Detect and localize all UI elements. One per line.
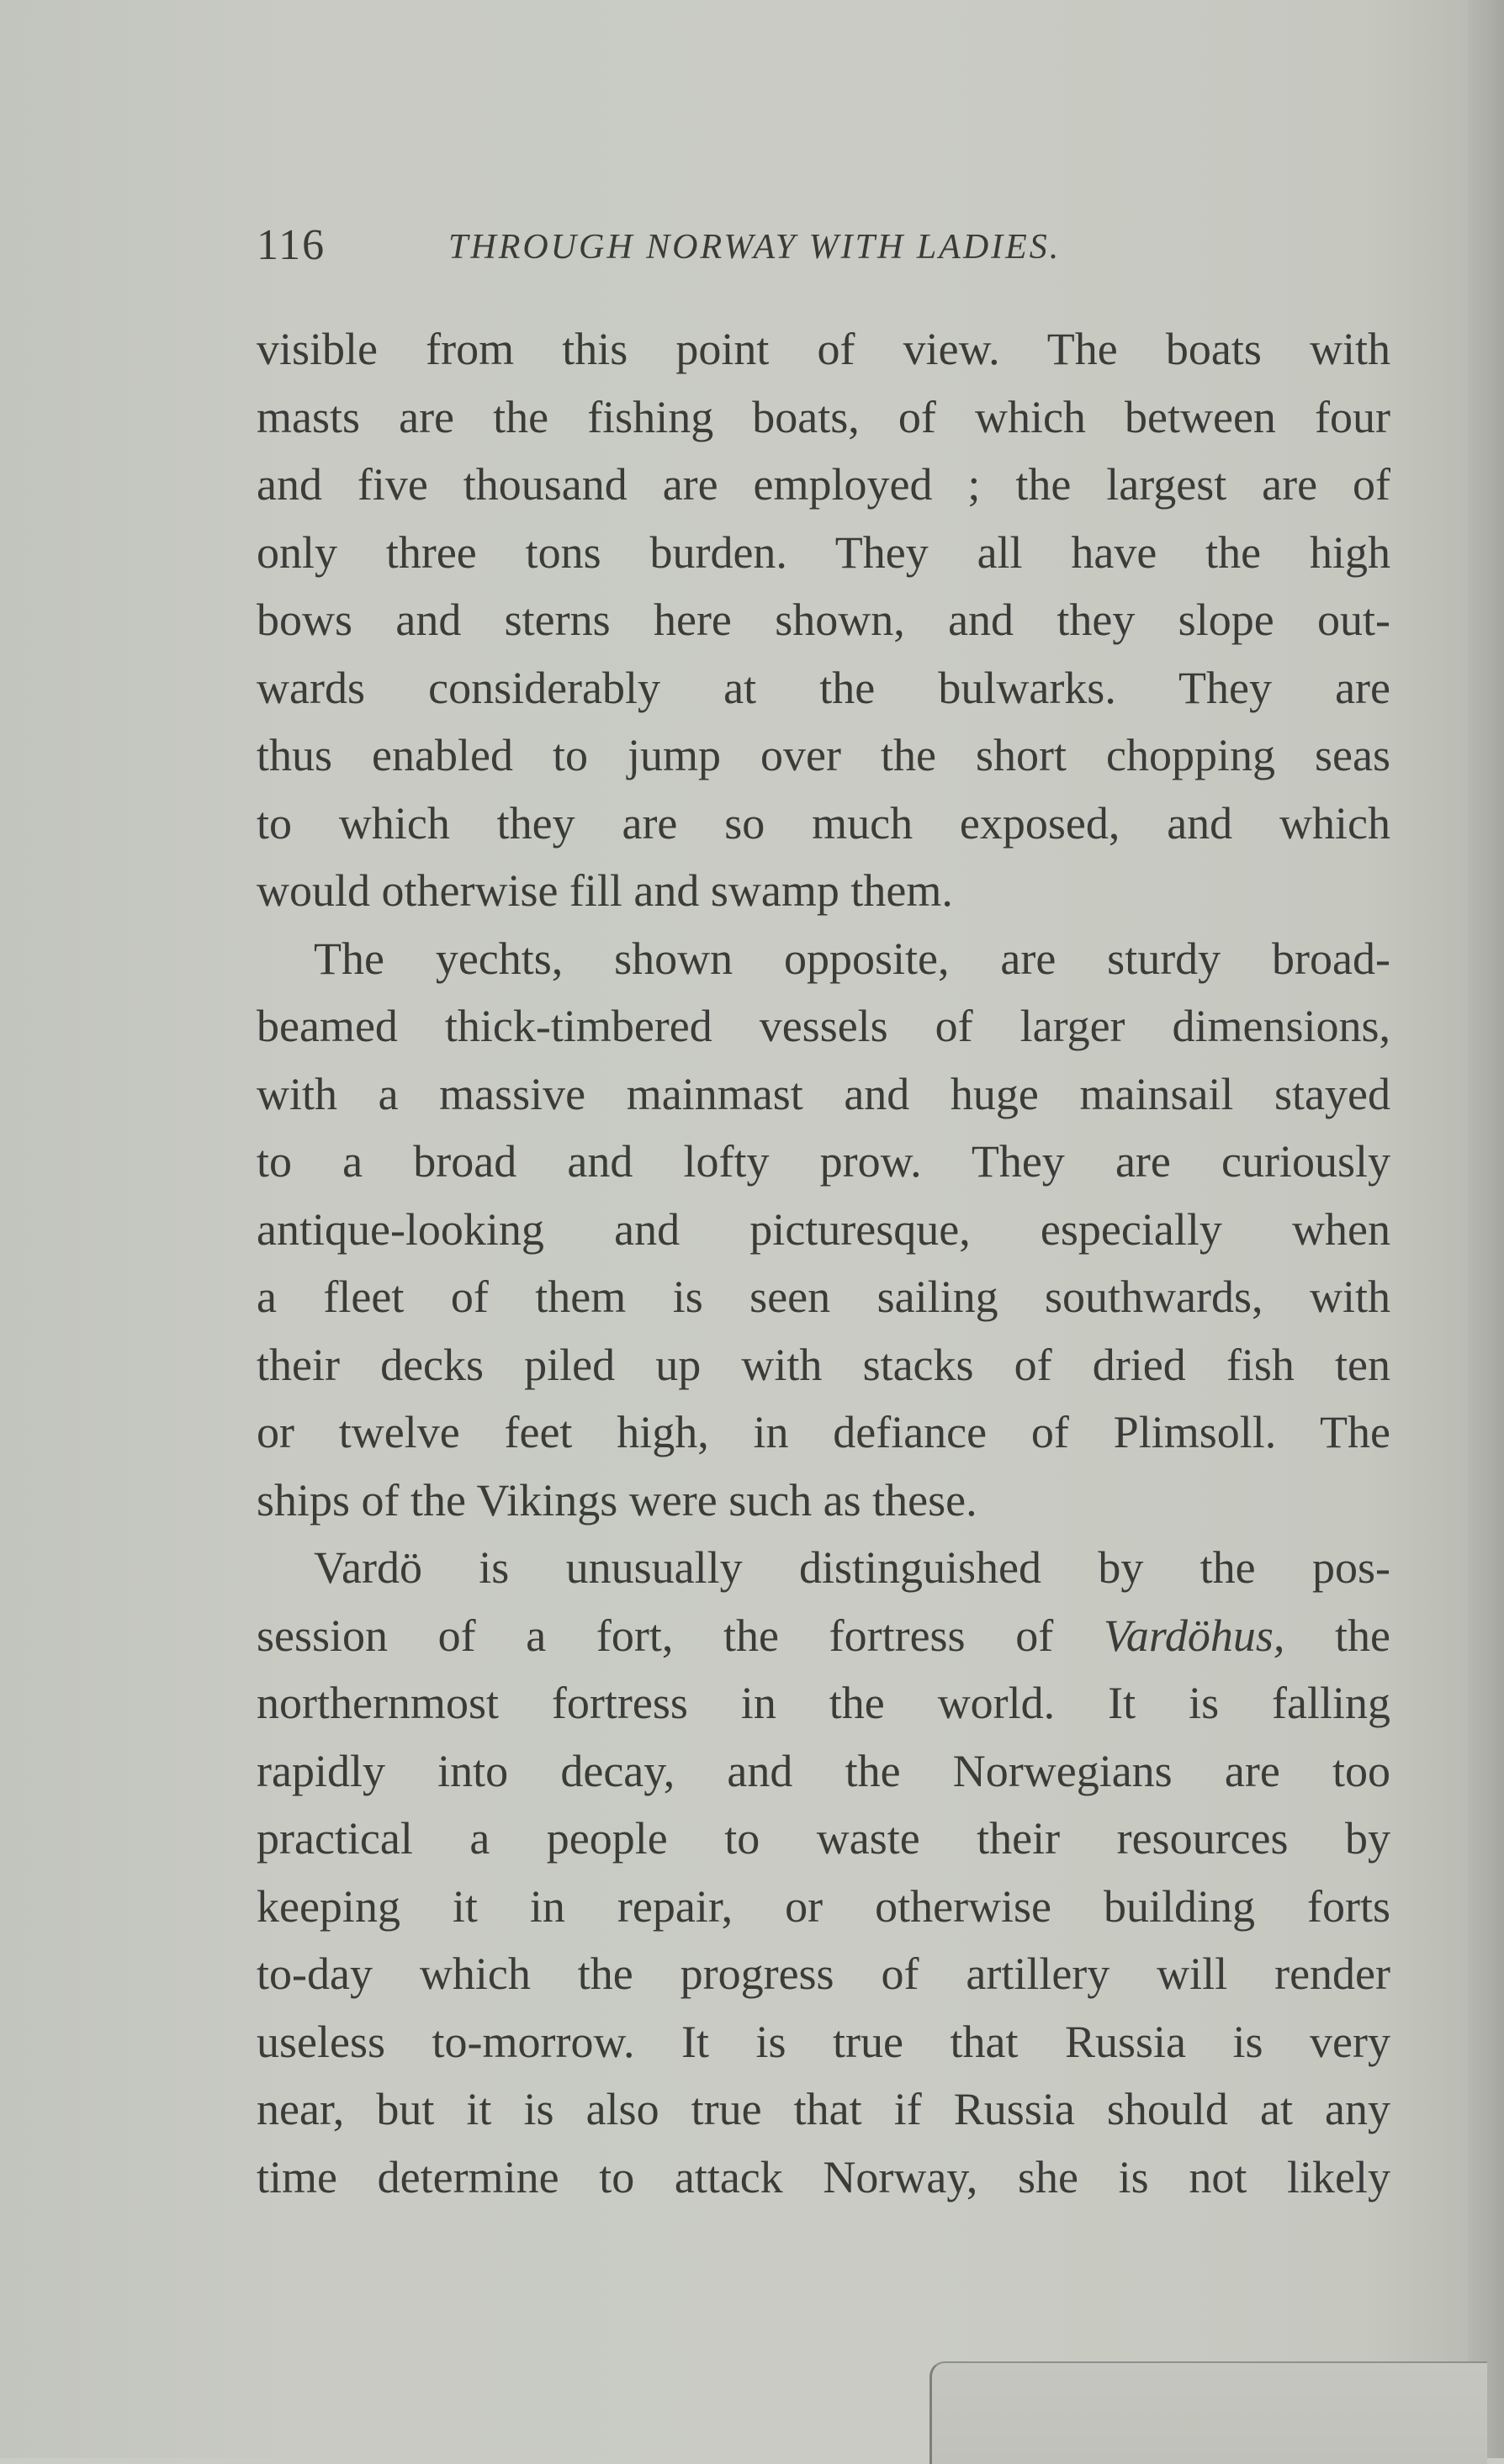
- text-line: rapidly into decay, and the Norwegians are too: [257, 1745, 1390, 1796]
- text-line: The yechts, shown opposite, are sturdy broad-: [314, 933, 1390, 984]
- text-line: time determine to attack Norway, she is not likely: [257, 2151, 1390, 2202]
- text-segment: session of a fort, the fortress of: [257, 1610, 1104, 1661]
- text-line: with a massive mainmast and huge mainsail stayed: [257, 1068, 1390, 1119]
- text-line: or twelve feet high, in defiance of Plimsoll. The: [257, 1407, 1390, 1457]
- text-line: visible from this point of view. The boats with: [257, 324, 1390, 374]
- italic-place-name: Vardöhus,: [1103, 1610, 1285, 1661]
- body-text: [257, 315, 1390, 2211]
- text-line: to which they are so much exposed, and which: [257, 797, 1390, 849]
- text-line: practical a people to waste their resources by: [257, 1813, 1390, 1864]
- text-line: bows and sterns here shown, and they slope out-: [257, 595, 1390, 645]
- text-line: would otherwise fill and swamp them.: [257, 865, 953, 916]
- text-line: to-day which the progress of artillery will render: [257, 1948, 1390, 1999]
- text-line: near, but it is also true that if Russia should at any: [257, 2084, 1390, 2134]
- text-line: their decks piled up with stacks of dried fish ten: [257, 1339, 1390, 1390]
- text-line: useless to-morrow. It is true that Russia is very: [257, 2016, 1390, 2067]
- text-segment: Vardö is unusually distinguished by the pos-: [314, 1542, 1390, 1593]
- page-number: 116: [257, 221, 326, 269]
- running-title: THROUGH NORWAY WITH LADIES.: [448, 228, 1062, 267]
- text-line: a fleet of them is seen sailing southwards, with: [257, 1272, 1390, 1322]
- text-line: to a broad and lofty prow. They are curiously: [257, 1136, 1390, 1187]
- text-line: only three tons burden. They all have the high: [257, 526, 1390, 578]
- text-line: [257, 1602, 1390, 1670]
- text-line: wards considerably at the bulwarks. They are: [257, 662, 1390, 713]
- text-line: thus enabled to jump over the short chopping seas: [257, 730, 1390, 780]
- text-line: northernmost fortress in the world. It is falling: [257, 1678, 1390, 1728]
- text-line: masts are the fishing boats, of which between four: [257, 391, 1390, 442]
- text-line: beamed thick-timbered vessels of larger dimensions,: [257, 1001, 1390, 1051]
- page-header: [257, 220, 1224, 271]
- text-line: and five thousand are employed ; the largest are of: [257, 459, 1390, 510]
- text-segment: the: [1284, 1610, 1390, 1661]
- paper-scrap: [929, 2361, 1487, 2464]
- text-line: [257, 1534, 1390, 1602]
- text-line: keeping it in repair, or otherwise building forts: [257, 1880, 1390, 1932]
- text-line: ships of the Vikings were such as these.: [257, 1474, 977, 1525]
- text-line: antique-looking and picturesque, especially when: [257, 1203, 1390, 1255]
- page-edge: [1468, 0, 1504, 2458]
